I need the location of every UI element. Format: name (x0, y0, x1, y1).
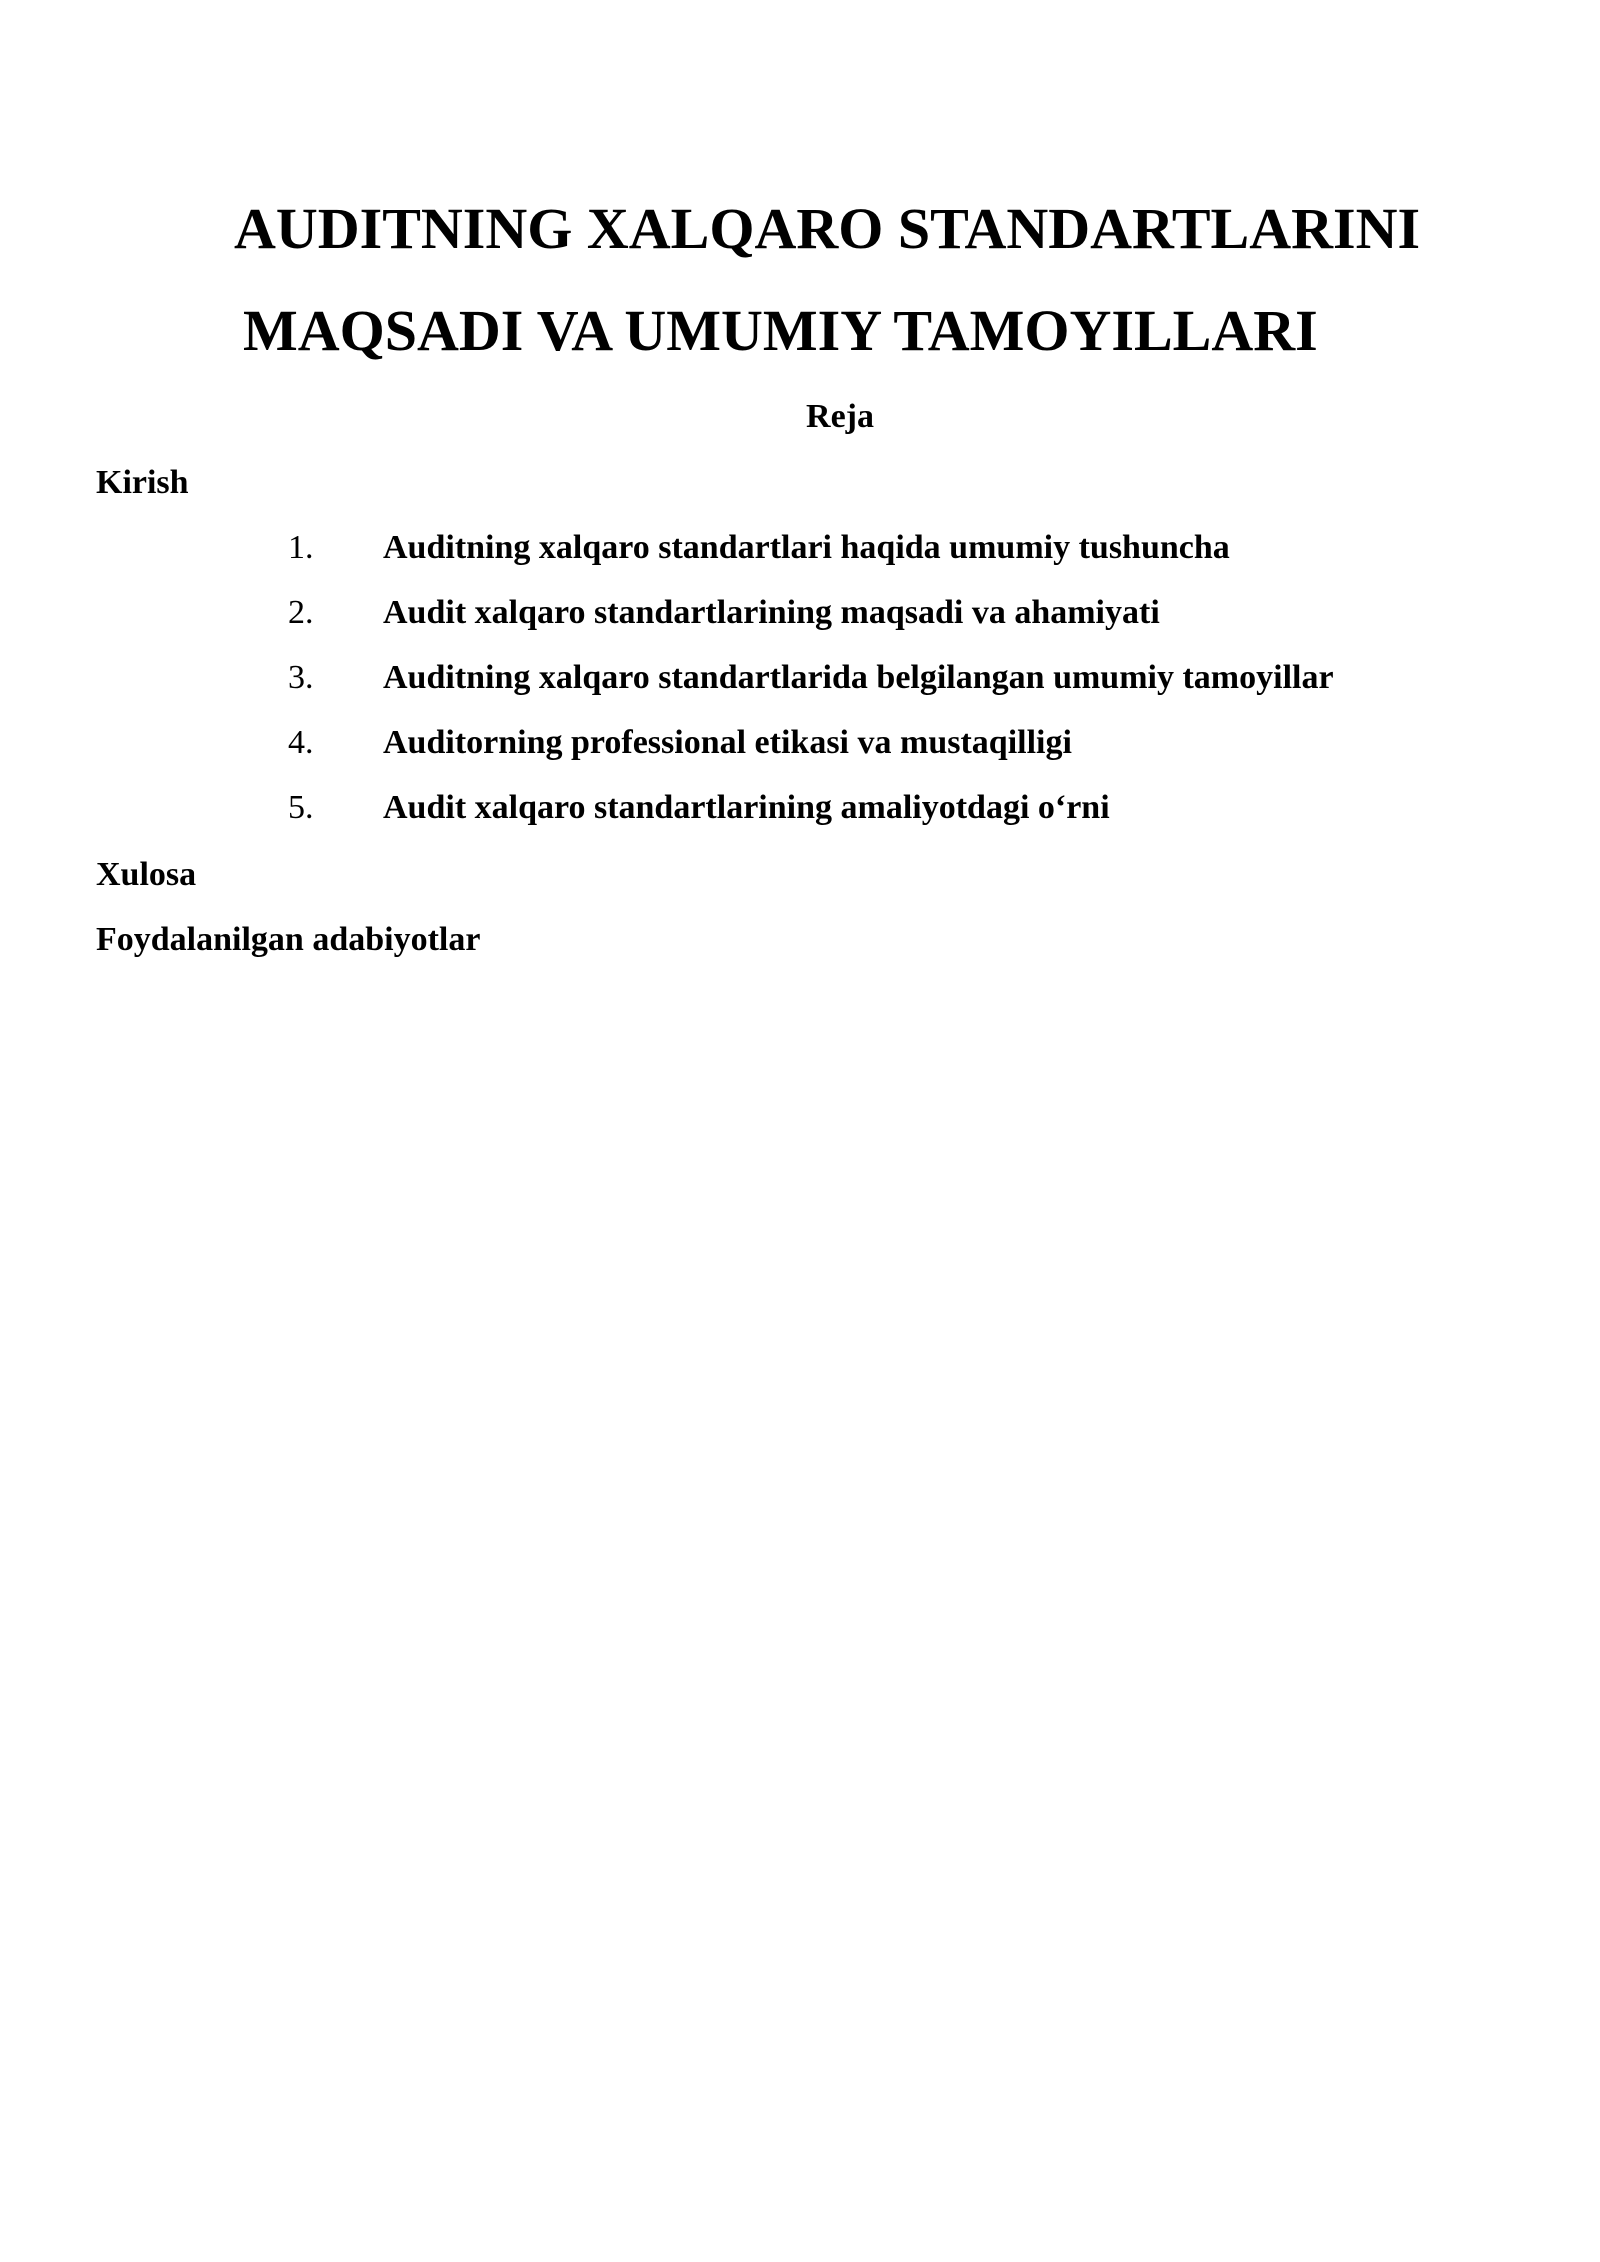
plan-item (0, 531, 1600, 596)
plan-item-number: 1. (288, 529, 314, 566)
document-title-line-2: MAQSADI VA UMUMIY TAMOYILLARI (243, 298, 1318, 363)
plan-item (0, 726, 1600, 791)
plan-item-text: Auditning xalqaro standartlari haqida umumiy tushuncha (383, 529, 1230, 566)
plan-item-number: 4. (288, 724, 314, 761)
document-title-line-1: AUDITNING XALQARO STANDARTLARINI (234, 196, 1421, 261)
conclusion-label: Xulosa (96, 856, 197, 893)
plan-item (0, 661, 1600, 726)
intro-label: Kirish (96, 464, 189, 501)
plan-item-text: Auditorning professional etikasi va mustaqilligi (383, 724, 1072, 761)
plan-item-number: 2. (288, 594, 314, 631)
plan-item-text: Audit xalqaro standartlarining amaliyotdagi o‘rni (383, 789, 1110, 826)
plan-item (0, 791, 1600, 856)
plan-item-number: 3. (288, 659, 314, 696)
plan-item-text: Auditning xalqaro standartlarida belgilangan umumiy tamoyillar (383, 659, 1334, 696)
plan-item (0, 596, 1600, 661)
plan-heading: Reja (806, 398, 874, 435)
plan-item-text: Audit xalqaro standartlarining maqsadi va ahamiyati (383, 594, 1160, 631)
references-label: Foydalanilgan adabiyotlar (96, 921, 481, 958)
plan-item-number: 5. (288, 789, 314, 826)
plan-list (0, 531, 1600, 856)
